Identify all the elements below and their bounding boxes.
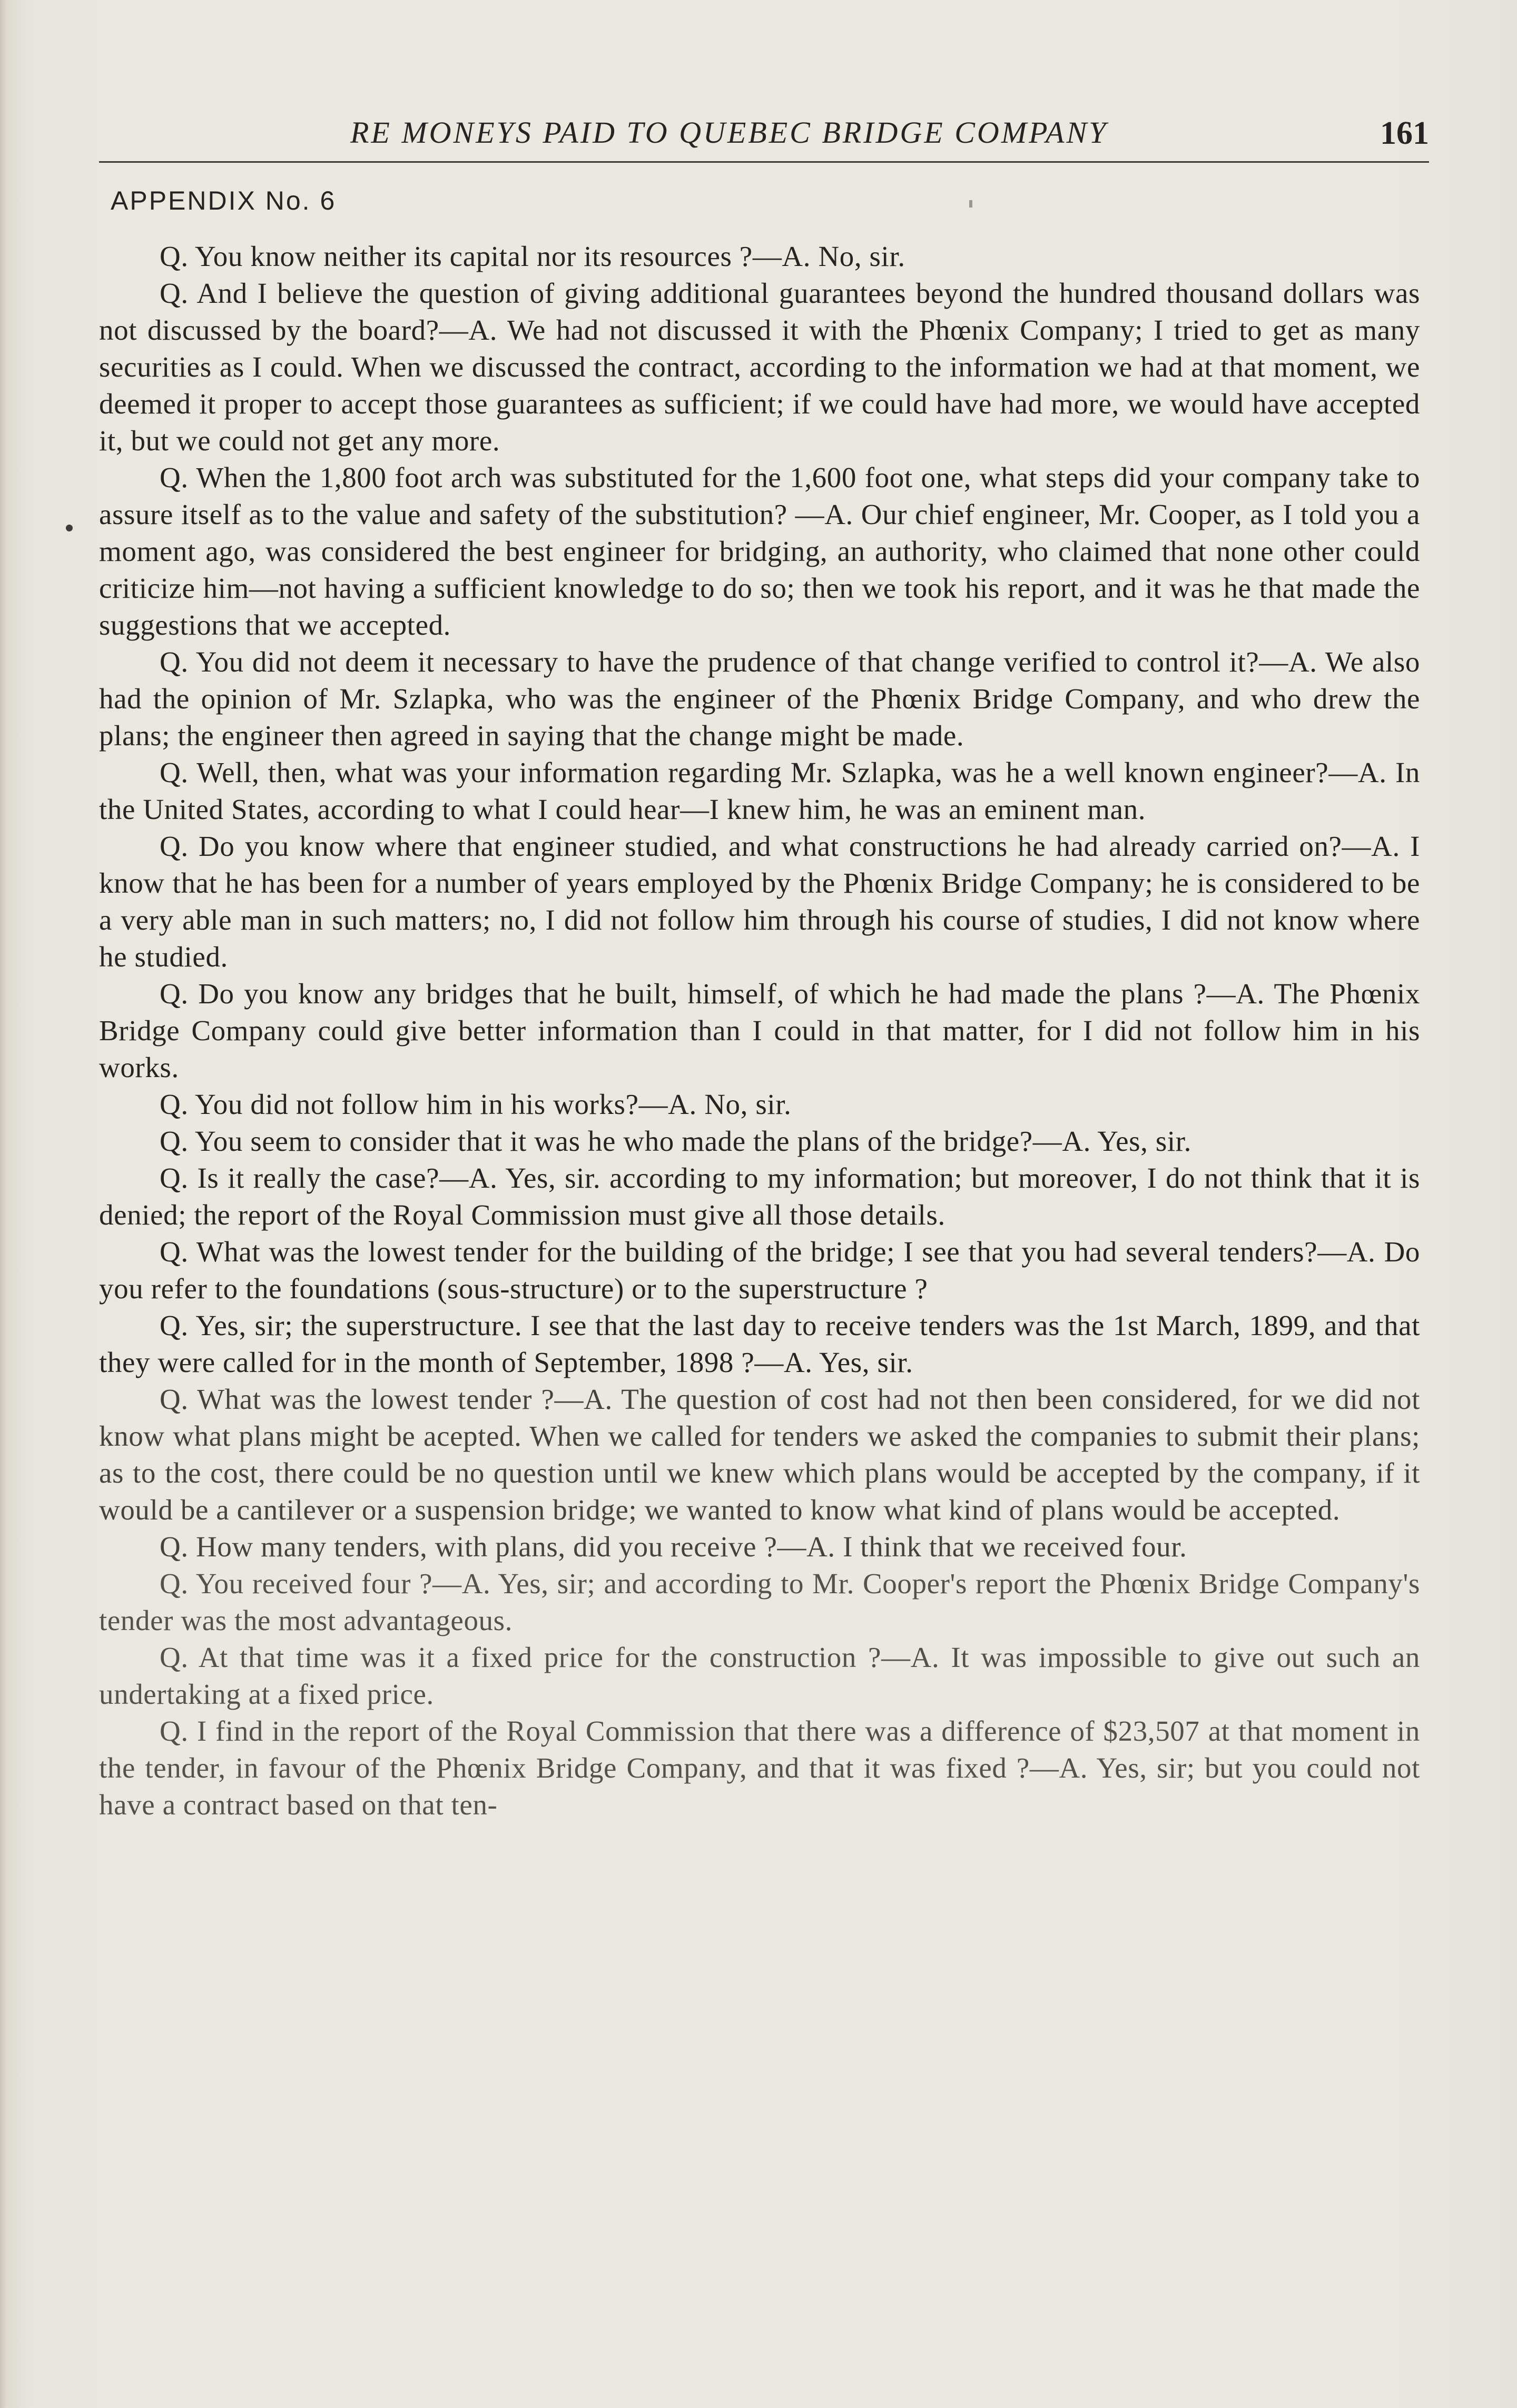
paragraph: Q. How many tenders, with plans, did you receive ?—A. I think that we received four.: [160, 1531, 1187, 1563]
paragraph: Q. You did not deem it necessary to have the prudence of that change verified to control it?—A. We also had the opinion of Mr. Szlapka, who was the engineer of the Phœnix Bridge Company, and who drew the plans; the engineer then agreed in saying that the change might be made.: [99, 646, 1420, 752]
paragraph: Q. Do you know any bridges that he built, himself, of which he had made the plans ?—A. The Phœnix Bridge Company could give better information than I could in that matter, for I did not follow him in his works.: [99, 978, 1420, 1083]
paragraph: Q. You know neither its capital nor its resources ?—A. No, sir.: [160, 240, 905, 272]
paragraph: Q. What was the lowest tender ?—A. The question of cost had not then been considered, for we did not know what plans might be acepted. When we called for tenders we asked the companies to submit their plans; as to the cost, there could be no question until we knew which plans would be accepted by the company, if it would be a cantilever or a suspension bridge; we wanted to know what kind of plans would be accepted.: [99, 1383, 1420, 1526]
paragraph: Q. You received four ?—A. Yes, sir; and according to Mr. Cooper's report the Phœnix Bridge Company's tender was the most advantageous.: [99, 1567, 1420, 1636]
paragraph: Q. What was the lowest tender for the building of the bridge; I see that you had several tenders?—A. Do you refer to the foundations (sous-structure) or to the superstructure ?: [99, 1236, 1420, 1305]
header-rule: [99, 161, 1429, 163]
paragraph: Q. At that time was it a fixed price for the construction ?—A. It was impossible to give out such an undertaking at a fixed price.: [99, 1641, 1420, 1710]
paragraph: Q. You seem to consider that it was he who made the plans of the bridge?—A. Yes, sir.: [160, 1125, 1191, 1157]
paragraph: Q. Well, then, what was your information regarding Mr. Szlapka, was he a well known engineer?—A. In the United States, according to what I could hear—I knew him, he was an eminent man.: [99, 756, 1420, 825]
testimony-text: [99, 238, 1420, 2392]
paragraph: Q. Is it really the case?—A. Yes, sir. according to my information; but moreover, I do not think that it is denied; the report of the Royal Commission must give all those details.: [99, 1162, 1420, 1231]
margin-dot-mark: [66, 525, 73, 531]
paragraph: Q. Do you know where that engineer studied, and what constructions he had already carried on?—A. I know that he has been for a number of years employed by the Phœnix Bridge Company; he is considered to be a very able man in such matters; no, I did not follow him through his course of studies, I did not know where he studied.: [99, 830, 1420, 973]
page-number: 161: [1380, 115, 1429, 151]
print-speck: [969, 200, 972, 208]
paragraph: Q. I find in the report of the Royal Commission that there was a difference of $23,507 at that moment in the tender, in favour of the Phœnix Bridge Company, and that it was fixed ?—A. Yes, sir; but you could not have a contract based on that ten-: [99, 1715, 1420, 1821]
paragraph: Q. Yes, sir; the superstructure. I see that the last day to receive tenders was the 1st March, 1899, and that they were called for in the month of September, 1898 ?—A. Yes, sir.: [99, 1309, 1420, 1378]
paragraph: Q. When the 1,800 foot arch was substituted for the 1,600 foot one, what steps did your company take to assure itself as to the value and safety of the substitution? —A. Our chief engineer, Mr. Cooper, as I told you a moment ago, was considered the best engineer for bridging, an authority, who claimed that none other could criticize him—not having a sufficient knowledge to do so; then we took his report, and it was he that made the suggestions that we accepted.: [99, 461, 1420, 641]
page-header: [99, 115, 1429, 165]
appendix-label: APPENDIX No. 6: [111, 186, 337, 215]
paragraph: Q. And I believe the question of giving additional guarantees beyond the hundred thousand dollars was not discussed by the board?—A. We had not discussed it with the Phœnix Company; I tried to get as many securities as I could. When we discussed the contract, according to the information we had at that moment, we deemed it proper to accept those guarantees as sufficient; if we could have had more, we would have accepted it, but we could not get any more.: [99, 277, 1420, 457]
running-title: RE MONEYS PAID TO QUEBEC BRIDGE COMPANY: [350, 115, 1108, 150]
page-edge-shadow: [0, 0, 7, 2408]
paragraph: Q. You did not follow him in his works?—A. No, sir.: [160, 1088, 792, 1120]
